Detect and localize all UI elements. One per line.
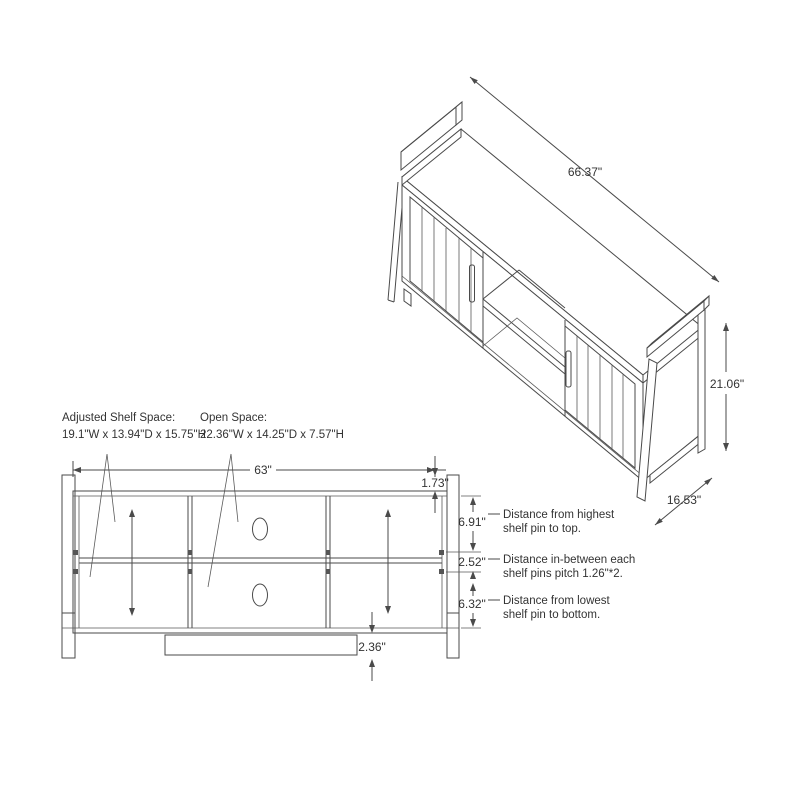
- iso-tv-stand: [388, 102, 709, 501]
- iso-depth-dimension: [655, 478, 712, 525]
- iso-left-rear-foot: [404, 289, 411, 306]
- elev-body-outline: [73, 491, 447, 633]
- iso-depth-label: 16.53": [666, 493, 702, 507]
- note-pin-pitch: [488, 554, 635, 580]
- iso-height-dimension: [710, 323, 744, 451]
- elev-divider-right: [326, 496, 330, 628]
- shelf-space-labels: [62, 412, 344, 587]
- note-pin-to-top: [488, 509, 615, 535]
- front-elevation-view: [62, 412, 635, 681]
- note-line: shelf pin to bottom.: [503, 609, 601, 621]
- adjusted-shelf-title: Adjusted Shelf Space:: [62, 412, 176, 424]
- open-space-title: Open Space:: [200, 412, 268, 424]
- note-pin-to-bottom: [488, 595, 611, 621]
- elev-base-panel: [165, 635, 357, 655]
- isometric-view: [388, 77, 744, 525]
- cable-hole-bottom: [253, 584, 268, 606]
- adjusted-shelf-leader-lines: [90, 454, 115, 577]
- adjusted-shelf-dims: 19.1"W x 13.94"D x 15.75"H: [62, 429, 206, 441]
- right-shelf-adjust-arrow: [385, 509, 391, 614]
- pin-to-top-label: 6.91": [458, 515, 486, 529]
- note-line: Distance from lowest: [503, 595, 610, 607]
- elev-width-label: 63": [254, 463, 272, 477]
- elev-divider-left: [188, 496, 192, 628]
- pin-pitch-label: 2.52": [458, 555, 486, 569]
- pin-distance-dimensions: [446, 496, 486, 628]
- base-height-dimension: [358, 612, 386, 681]
- elev-right-leg: [447, 475, 459, 658]
- note-line: Distance in-between each: [503, 554, 636, 566]
- base-height-label: 2.36": [358, 640, 386, 654]
- note-line: shelf pins pitch 1.26"*2.: [503, 568, 623, 580]
- elev-inner-lines: [62, 496, 459, 628]
- iso-right-rear-post: [698, 306, 705, 453]
- note-line: shelf pin to top.: [503, 523, 581, 535]
- elev-width-dimension: [73, 456, 446, 477]
- iso-height-label: 21.06": [709, 377, 745, 391]
- note-line: Distance from highest: [503, 509, 615, 521]
- iso-width-label: 66.37": [567, 165, 603, 179]
- open-space-leader-lines: [208, 454, 238, 587]
- elevation-cabinet: [62, 475, 459, 658]
- open-space-dims: 22.36"W x 14.25"D x 7.57"H: [200, 429, 344, 441]
- cable-hole-top: [253, 518, 268, 540]
- pin-to-bottom-label: 6.32": [458, 597, 486, 611]
- leg-top-label: 1.73": [421, 476, 449, 490]
